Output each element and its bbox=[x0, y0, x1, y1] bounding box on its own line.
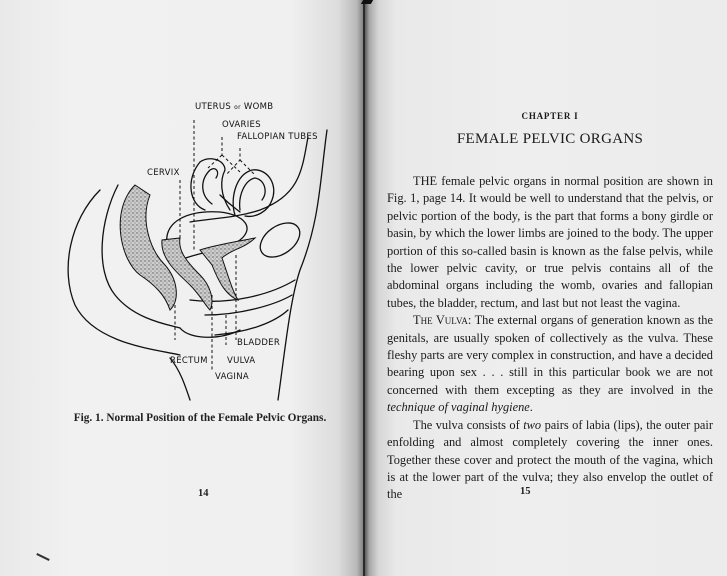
paragraph-1: THE female pelvic organs in normal position are shown in Fig. 1, page 14. It would be well to understand that the pelvis, or pelvic portion of the body, is the part that forms a bony girdle or basin, by which the lower limbs are joined to the body. The upper portion of this so-called basin is known as the false pelvis, while the lower pelvic cavity, or true pelvis contains all of the abdominal organs including the womb, ovaries and fallopian tubes, the bladder, rectum, and last but not least the vagina. bbox=[387, 174, 713, 310]
paragraph-3-italic: two bbox=[523, 417, 542, 432]
abdomen-outer bbox=[278, 130, 327, 400]
paragraph-2 bbox=[387, 312, 713, 416]
chapter-title: FEMALE PELVIC ORGANS bbox=[456, 131, 644, 147]
label-vagina: VAGINA bbox=[215, 372, 250, 382]
label-rectum: RECTUM bbox=[170, 356, 208, 366]
label-fallopian-tubes: FALLOPIAN TUBES bbox=[237, 132, 318, 142]
label-uterus: UTERUS bbox=[195, 102, 232, 112]
chapter-label: CHAPTER I bbox=[521, 111, 579, 121]
paragraph-2-lead: The Vulva: bbox=[413, 313, 472, 328]
label-bladder: BLADDER bbox=[237, 338, 281, 348]
paragraph-2-italic: technique of vaginal hygiene bbox=[387, 400, 530, 415]
chapter-body bbox=[387, 173, 713, 504]
page-number-right: 15 bbox=[520, 486, 531, 497]
label-uterus-or-womb bbox=[195, 102, 273, 112]
label-or: or bbox=[234, 104, 241, 111]
bladder-outline bbox=[254, 216, 306, 264]
ovary-right bbox=[233, 170, 274, 217]
figure-caption: Fig. 1. Normal Position of the Female Pelvic Organs. bbox=[73, 412, 327, 424]
label-cervix: CERVIX bbox=[147, 168, 180, 178]
paragraph-3-end: pairs of labia (lips), the outer pair enfolding and almost completely covering the inner ones. Together these cover and protect the mouth of the vagina, which is at the lower part of the vulva; they also envelop the outlet of the bbox=[387, 417, 713, 502]
label-womb: WOMB bbox=[243, 102, 274, 112]
anatomical-drawing bbox=[40, 100, 370, 390]
paragraph-3-text: The vulva consists of bbox=[413, 417, 524, 432]
label-ovaries: OVARIES bbox=[222, 120, 261, 130]
paragraph-2-text: The external organs of generation known as the genitals, are usually spoken of collectively as the vulva. These fleshy parts are very complex in construction, and have a decided bearing upon sex . . . still in this particular book we are not concerned with them excepting as they are involved in the bbox=[387, 313, 713, 397]
abdomen-inner bbox=[190, 137, 308, 222]
pelvic-organs-figure bbox=[40, 100, 370, 390]
paragraph-3 bbox=[387, 417, 713, 504]
label-vulva: VULVA bbox=[227, 356, 256, 366]
paragraph-2-end: . bbox=[529, 400, 533, 415]
page-number-left: 14 bbox=[198, 488, 209, 499]
